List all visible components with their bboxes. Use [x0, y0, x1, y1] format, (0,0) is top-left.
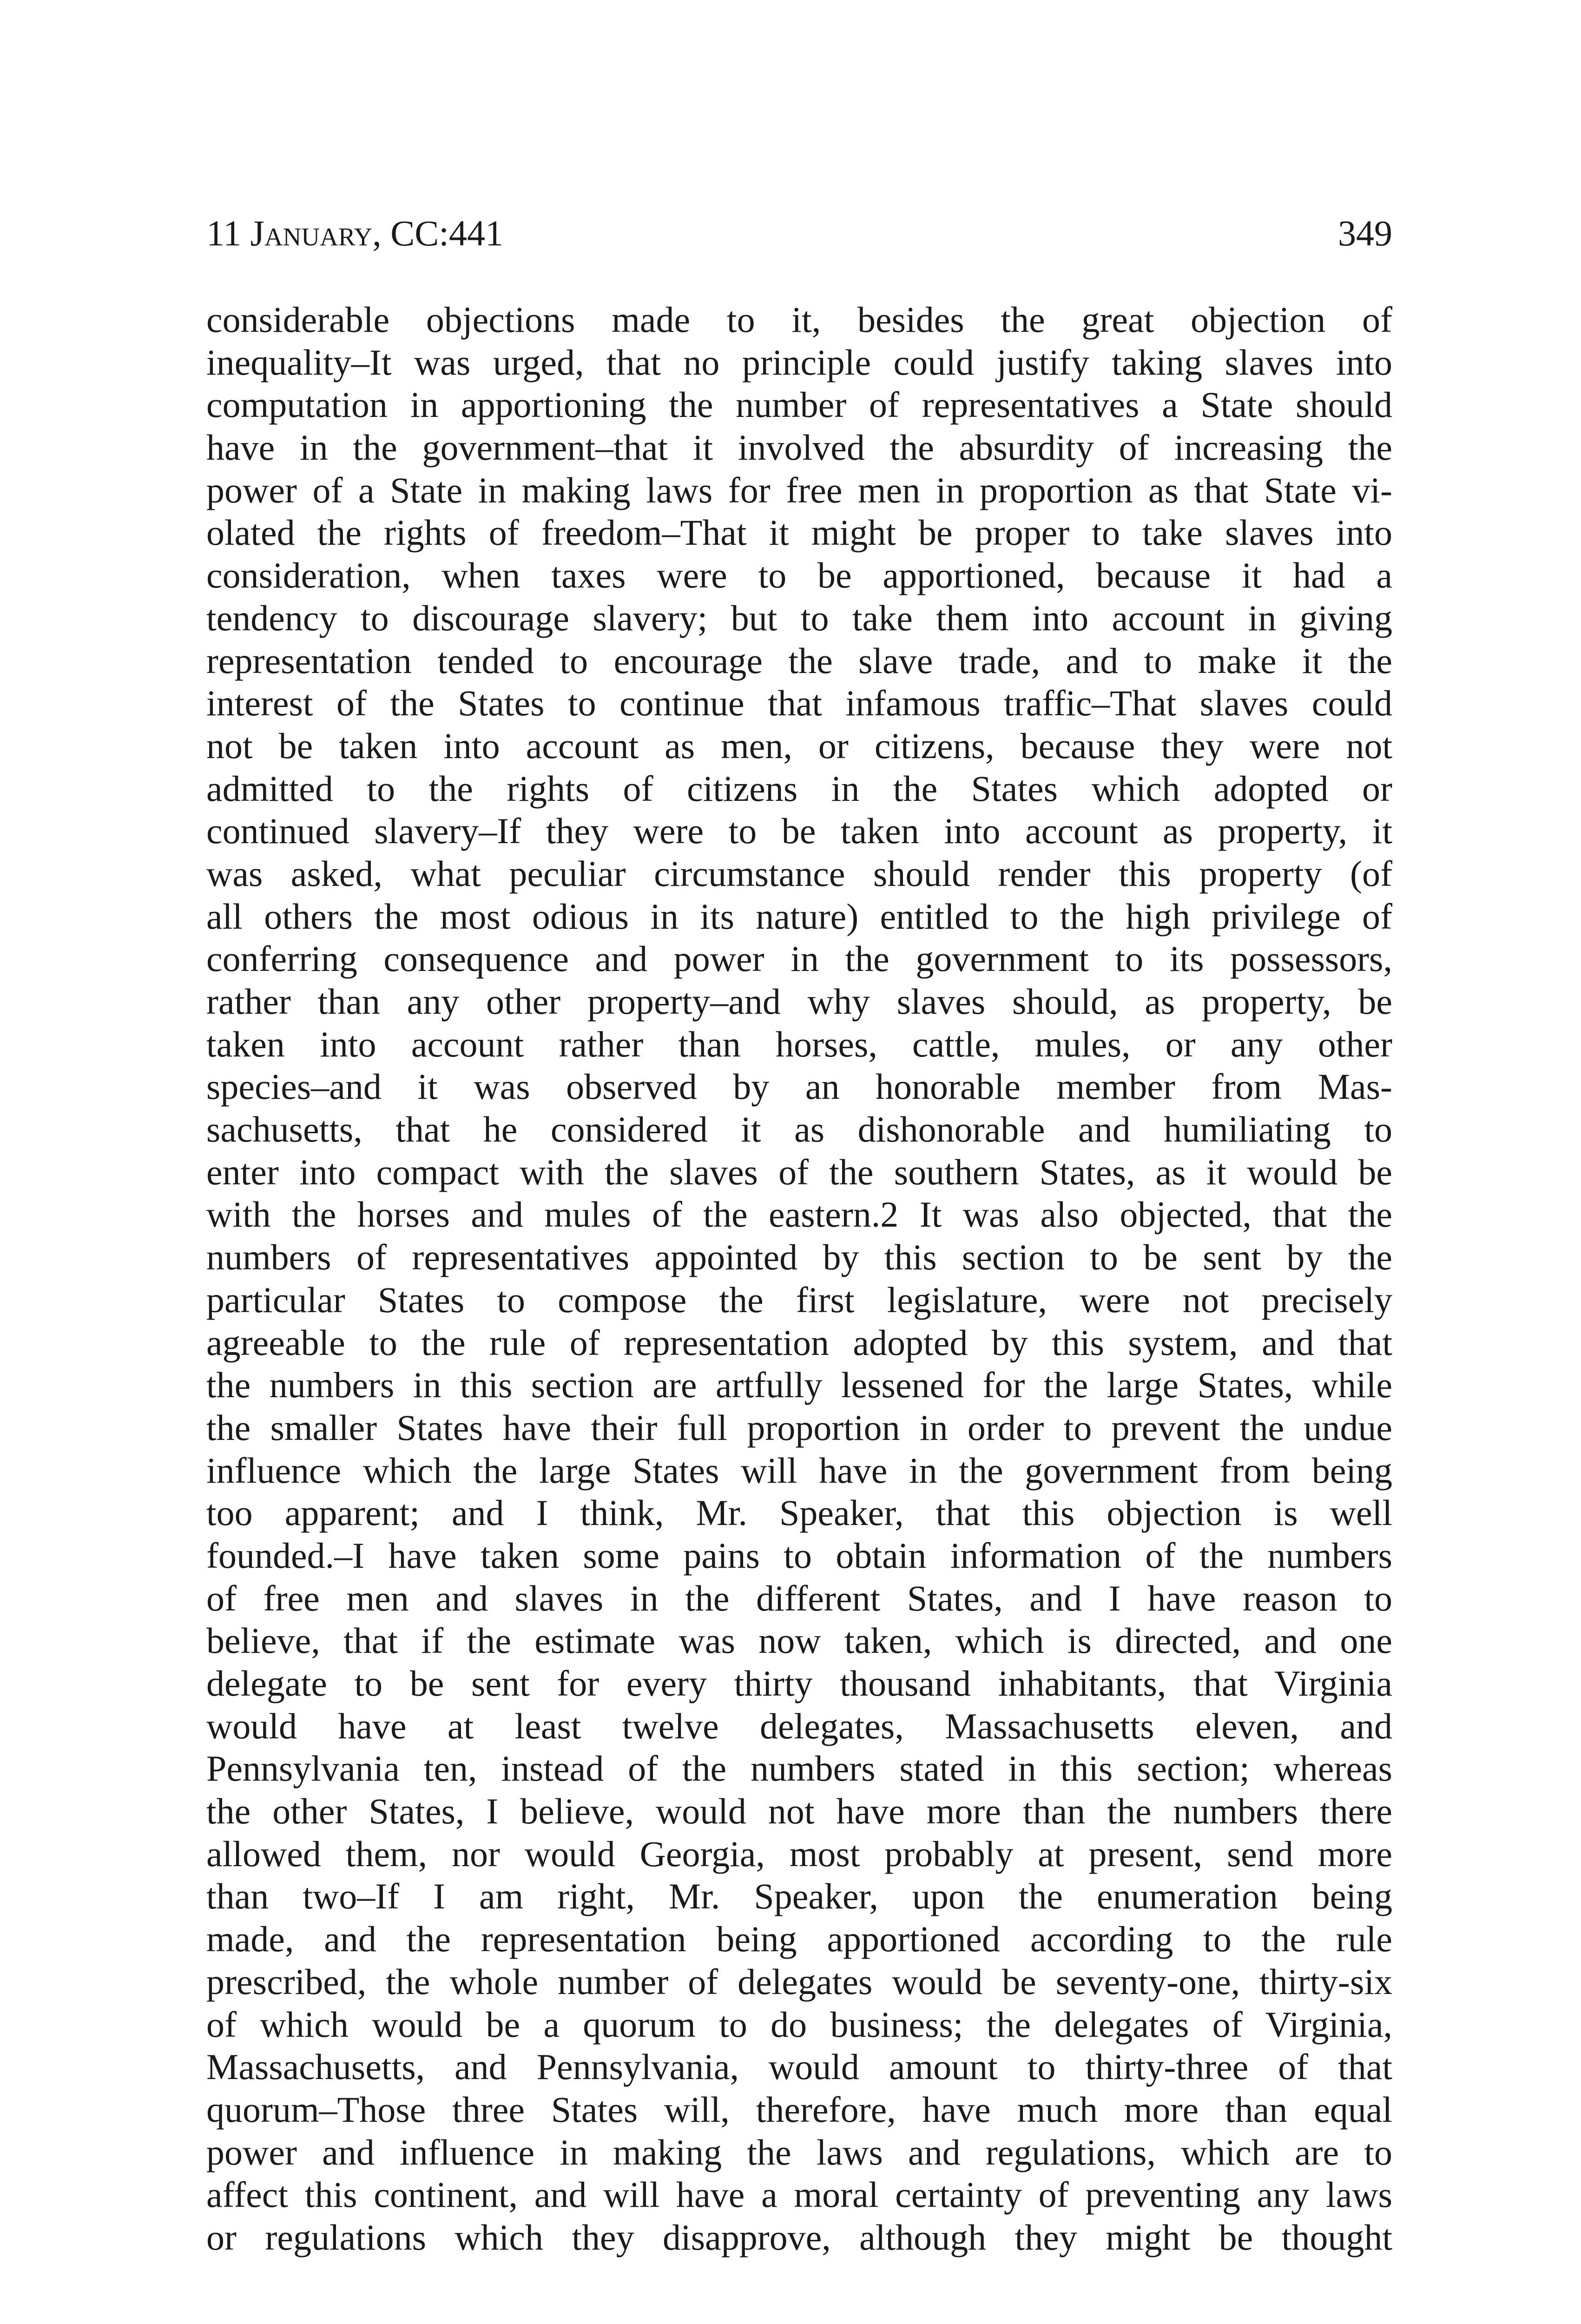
text-line: agreeable to the rule of representation adopted by this system, and that	[206, 1322, 1392, 1363]
text-line: founded.–I have taken some pains to obtain information of the numbers	[206, 1535, 1392, 1576]
text-line: power of a State in making laws for free men in proportion as that State vi-	[206, 469, 1392, 510]
running-head-ref: , CC:441	[372, 213, 503, 253]
text-line: conferring consequence and power in the government to its possessors,	[206, 938, 1392, 979]
text-line: continued slavery–If they were to be taken into account as property, it	[206, 811, 1392, 852]
text-line: made, and the representation being apportioned according to the rule	[206, 1919, 1392, 1960]
text-line: consideration, when taxes were to be apportioned, because it had a	[206, 555, 1392, 596]
text-line: numbers of representatives appointed by this section to be sent by the	[206, 1237, 1392, 1278]
text-line: particular States to compose the first legislature, were not precisely	[206, 1279, 1392, 1320]
text-line: considerable objections made to it, besides the great objection of	[206, 299, 1392, 340]
text-line: power and influence in making the laws and regulations, which are to	[206, 2132, 1392, 2172]
running-head-day: 11	[206, 213, 250, 253]
text-line: allowed them, nor would Georgia, most probably at present, send more	[206, 1833, 1392, 1874]
text-line: tendency to discourage slavery; but to take them into account in giving	[206, 597, 1392, 638]
text-line: prescribed, the whole number of delegates would be seventy-one, thirty-six	[206, 1961, 1392, 2002]
text-line: the numbers in this section are artfully lessened for the large States, while	[206, 1365, 1392, 1406]
text-line: of which would be a quorum to do business; the delegates of Virginia,	[206, 2004, 1392, 2045]
text-line: olated the rights of freedom–That it might be proper to take slaves into	[206, 512, 1392, 553]
text-line: too apparent; and I think, Mr. Speaker, that this objection is well	[206, 1492, 1392, 1533]
text-line: believe, that if the estimate was now taken, which is directed, and one	[206, 1620, 1392, 1661]
text-line: would have at least twelve delegates, Massachusetts eleven, and	[206, 1705, 1392, 1746]
text-line: affect this continent, and will have a moral certainty of preventing any laws	[206, 2174, 1392, 2215]
text-line: have in the government–that it involved the absurdity of increasing the	[206, 427, 1392, 468]
text-line: the smaller States have their full proportion in order to prevent the undue	[206, 1407, 1392, 1448]
running-head	[206, 210, 1392, 257]
text-line: Pennsylvania ten, instead of the numbers stated in this section; whereas	[206, 1748, 1392, 1789]
text-line: representation tended to encourage the slave trade, and to make it the	[206, 640, 1392, 681]
text-line: admitted to the rights of citizens in the States which adopted or	[206, 768, 1392, 809]
text-line: species–and it was observed by an honorable member from Mas-	[206, 1066, 1392, 1107]
text-line: or regulations which they disapprove, although they might be thought	[206, 2217, 1392, 2258]
text-line: not be taken into account as men, or citizens, because they were not	[206, 725, 1392, 766]
text-line: of free men and slaves in the different States, and I have reason to	[206, 1578, 1392, 1618]
text-line: sachusetts, that he considered it as dishonorable and humiliating to	[206, 1109, 1392, 1150]
text-line: quorum–Those three States will, therefore, have much more than equal	[206, 2089, 1392, 2130]
text-line: computation in apportioning the number of representatives a State should	[206, 384, 1392, 425]
text-line: was asked, what peculiar circumstance should render this property (of	[206, 853, 1392, 894]
text-line: delegate to be sent for every thirty thousand inhabitants, that Virginia	[206, 1663, 1392, 1703]
text-line: Massachusetts, and Pennsylvania, would amount to thirty-three of that	[206, 2047, 1392, 2087]
text-line: interest of the States to continue that infamous traffic–That slaves could	[206, 683, 1392, 724]
running-head-date	[206, 210, 503, 257]
text-line: taken into account rather than horses, cattle, mules, or any other	[206, 1023, 1392, 1064]
text-line: rather than any other property–and why slaves should, as property, be	[206, 981, 1392, 1022]
text-line: inequality–It was urged, that no principle could justify taking slaves into	[206, 342, 1392, 383]
text-line: the other States, I believe, would not have more than the numbers there	[206, 1791, 1392, 1832]
text-line: with the horses and mules of the eastern.2 It was also objected, that the	[206, 1194, 1392, 1235]
text-line: enter into compact with the slaves of the southern States, as it would be	[206, 1151, 1392, 1192]
body-text	[206, 298, 1392, 2259]
running-head-month: January	[250, 213, 373, 253]
page-number: 349	[1338, 213, 1392, 253]
text-line: influence which the large States will have in the government from being	[206, 1450, 1392, 1491]
text-line: all others the most odious in its nature) entitled to the high privilege of	[206, 896, 1392, 937]
text-line: than two–If I am right, Mr. Speaker, upon the enumeration being	[206, 1876, 1392, 1917]
